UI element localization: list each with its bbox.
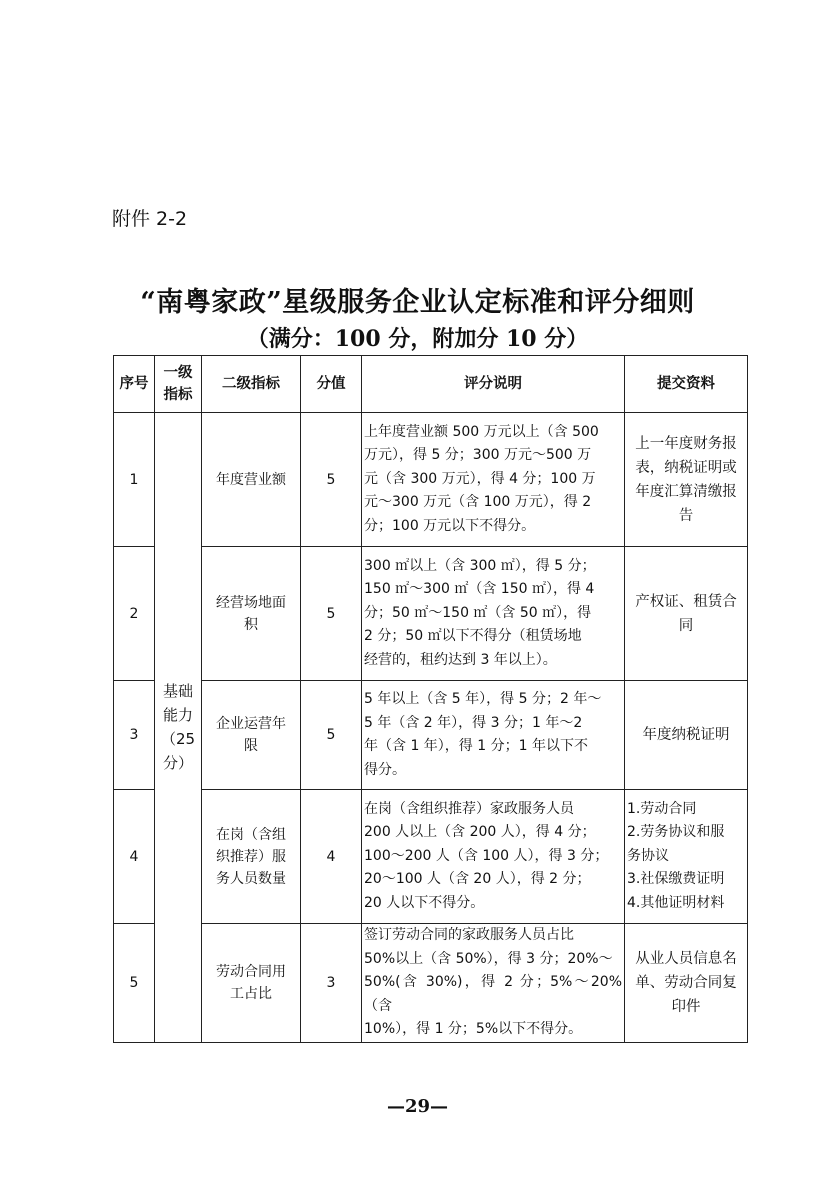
- document-title: “南粤家政”星级服务企业认定标准和评分细则: [140, 287, 695, 318]
- row-seq: 5: [114, 924, 155, 1043]
- primary-indicator-line: 能力: [162, 706, 193, 725]
- materials-line: 1.劳动合同: [627, 800, 697, 817]
- secondary-line: 劳动合同用: [216, 963, 286, 980]
- header-score: 分值: [301, 356, 362, 413]
- attachment-label: 附件 2-2: [112, 208, 188, 230]
- secondary-line: 在岗（含组: [216, 826, 286, 843]
- table-row: [114, 924, 748, 1043]
- table-header-row: [114, 356, 748, 413]
- description-line: 2 分；50 ㎡以下不得分（租赁场地: [364, 628, 582, 645]
- materials-line: 单、劳动合同复: [635, 974, 737, 991]
- secondary-line: 工占比: [230, 985, 272, 1002]
- materials-line: 产权证、租赁合: [635, 593, 737, 610]
- table-row: [114, 547, 748, 681]
- materials-line: 4.其他证明材料: [627, 894, 725, 911]
- primary-indicator-line: 基础: [162, 682, 193, 701]
- header-description: 评分说明: [362, 356, 625, 413]
- row-secondary: [202, 547, 301, 681]
- description-line: 得分。: [364, 761, 406, 778]
- row-score: 5: [301, 547, 362, 681]
- row-materials: [625, 413, 748, 547]
- row-seq: 3: [114, 681, 155, 790]
- materials-line: 2.劳务协议和服: [627, 824, 725, 841]
- secondary-line: 限: [244, 738, 258, 754]
- materials-line: 年度汇算清缴报: [635, 483, 737, 500]
- page-number: —29—: [386, 1096, 449, 1117]
- description-line: 20 人以下不得分。: [364, 894, 485, 911]
- header-secondary: 二级指标: [202, 356, 301, 413]
- materials-line: 同: [678, 617, 694, 634]
- description-line: 10%），得 1 分；5%以下不得分。: [364, 1021, 583, 1037]
- row-score: 4: [301, 790, 362, 924]
- header-primary: [155, 356, 202, 413]
- table-row: [114, 413, 748, 547]
- row-description: [362, 413, 625, 547]
- description-line: 元（含 300 万元），得 4 分；100 万: [364, 470, 596, 487]
- secondary-line: 织推荐）服: [216, 848, 286, 865]
- row-secondary: [202, 681, 301, 790]
- materials-line: 表，纳税证明或: [635, 459, 737, 476]
- description-line: 100～200 人（含 100 人），得 3 分；: [364, 847, 609, 864]
- header-seq: 序号: [114, 356, 155, 413]
- description-line: 5 年以上（含 5 年），得 5 分；2 年～: [364, 691, 602, 707]
- description-line: 300 ㎡以上（含 300 ㎡），得 5 分；: [364, 557, 596, 574]
- scoring-table: [113, 355, 748, 1043]
- description-line: 200 人以上（含 200 人），得 4 分；: [364, 824, 596, 841]
- materials-line: 3.社保缴费证明: [627, 871, 725, 888]
- row-secondary: [202, 924, 301, 1043]
- secondary-line: 务人员数量: [216, 870, 286, 887]
- row-description: [362, 790, 625, 924]
- row-score: 5: [301, 681, 362, 790]
- header-materials: 提交资料: [625, 356, 748, 413]
- header-primary-line2: 指标: [163, 387, 193, 403]
- secondary-line: 积: [244, 616, 258, 633]
- secondary-line: 企业运营年: [216, 716, 286, 732]
- document-subtitle: （满分：100 分，附加分 10 分）: [246, 326, 589, 352]
- materials-line: 印件: [671, 998, 701, 1015]
- primary-indicator-cell: [155, 413, 202, 1043]
- materials-line: 告: [678, 507, 694, 524]
- materials-line: 年度纳税证明: [642, 727, 730, 743]
- description-line: 在岗（含组织推荐）家政服务人员: [364, 800, 574, 817]
- description-line: 元～300 万元（含 100 万元），得 2: [364, 494, 592, 511]
- row-materials: [625, 790, 748, 924]
- secondary-line: 年度营业额: [216, 471, 286, 488]
- row-secondary: [202, 790, 301, 924]
- description-line: 20～100 人（含 20 人），得 2 分；: [364, 871, 591, 888]
- row-description: [362, 547, 625, 681]
- secondary-line: 经营场地面: [216, 594, 286, 611]
- description-line: 50%以上（含 50%），得 3 分；20%～: [364, 950, 613, 967]
- row-materials: [625, 547, 748, 681]
- description-line: 150 ㎡～300 ㎡（含 150 ㎡），得 4: [364, 581, 595, 598]
- row-score: 5: [301, 413, 362, 547]
- primary-indicator-line: 分）: [162, 754, 193, 773]
- row-seq: 4: [114, 790, 155, 924]
- table-row: [114, 790, 748, 924]
- description-line: 年（含 1 年），得 1 分；1 年以下不: [364, 738, 588, 754]
- row-description: [362, 681, 625, 790]
- description-line: 分；100 万元以下不得分。: [364, 517, 536, 534]
- table-row: [114, 681, 748, 790]
- row-materials: [625, 681, 748, 790]
- description-line: 经营的，租约达到 3 年以上）。: [364, 651, 557, 668]
- materials-line: 务协议: [627, 847, 669, 864]
- row-secondary: [202, 413, 301, 547]
- header-primary-line1: 一级: [163, 365, 193, 381]
- description-line: 万元），得 5 分；300 万元～500 万: [364, 447, 592, 464]
- row-score: 3: [301, 924, 362, 1043]
- description-line: 5 年（含 2 年），得 3 分；1 年～2: [364, 714, 583, 731]
- description-line: 50%(含 30%)，得 2 分；5%～20%（含: [364, 974, 622, 1014]
- materials-line: 从业人员信息名: [635, 950, 737, 967]
- row-materials: [625, 924, 748, 1043]
- row-seq: 1: [114, 413, 155, 547]
- description-line: 上年度营业额 500 万元以上（含 500: [364, 423, 599, 440]
- primary-indicator-line: （25: [160, 730, 196, 749]
- materials-line: 上一年度财务报: [635, 435, 737, 452]
- row-description: [362, 924, 625, 1043]
- description-line: 签订劳动合同的家政服务人员占比: [364, 927, 574, 943]
- row-seq: 2: [114, 547, 155, 681]
- description-line: 分；50 ㎡～150 ㎡（含 50 ㎡），得: [364, 604, 592, 621]
